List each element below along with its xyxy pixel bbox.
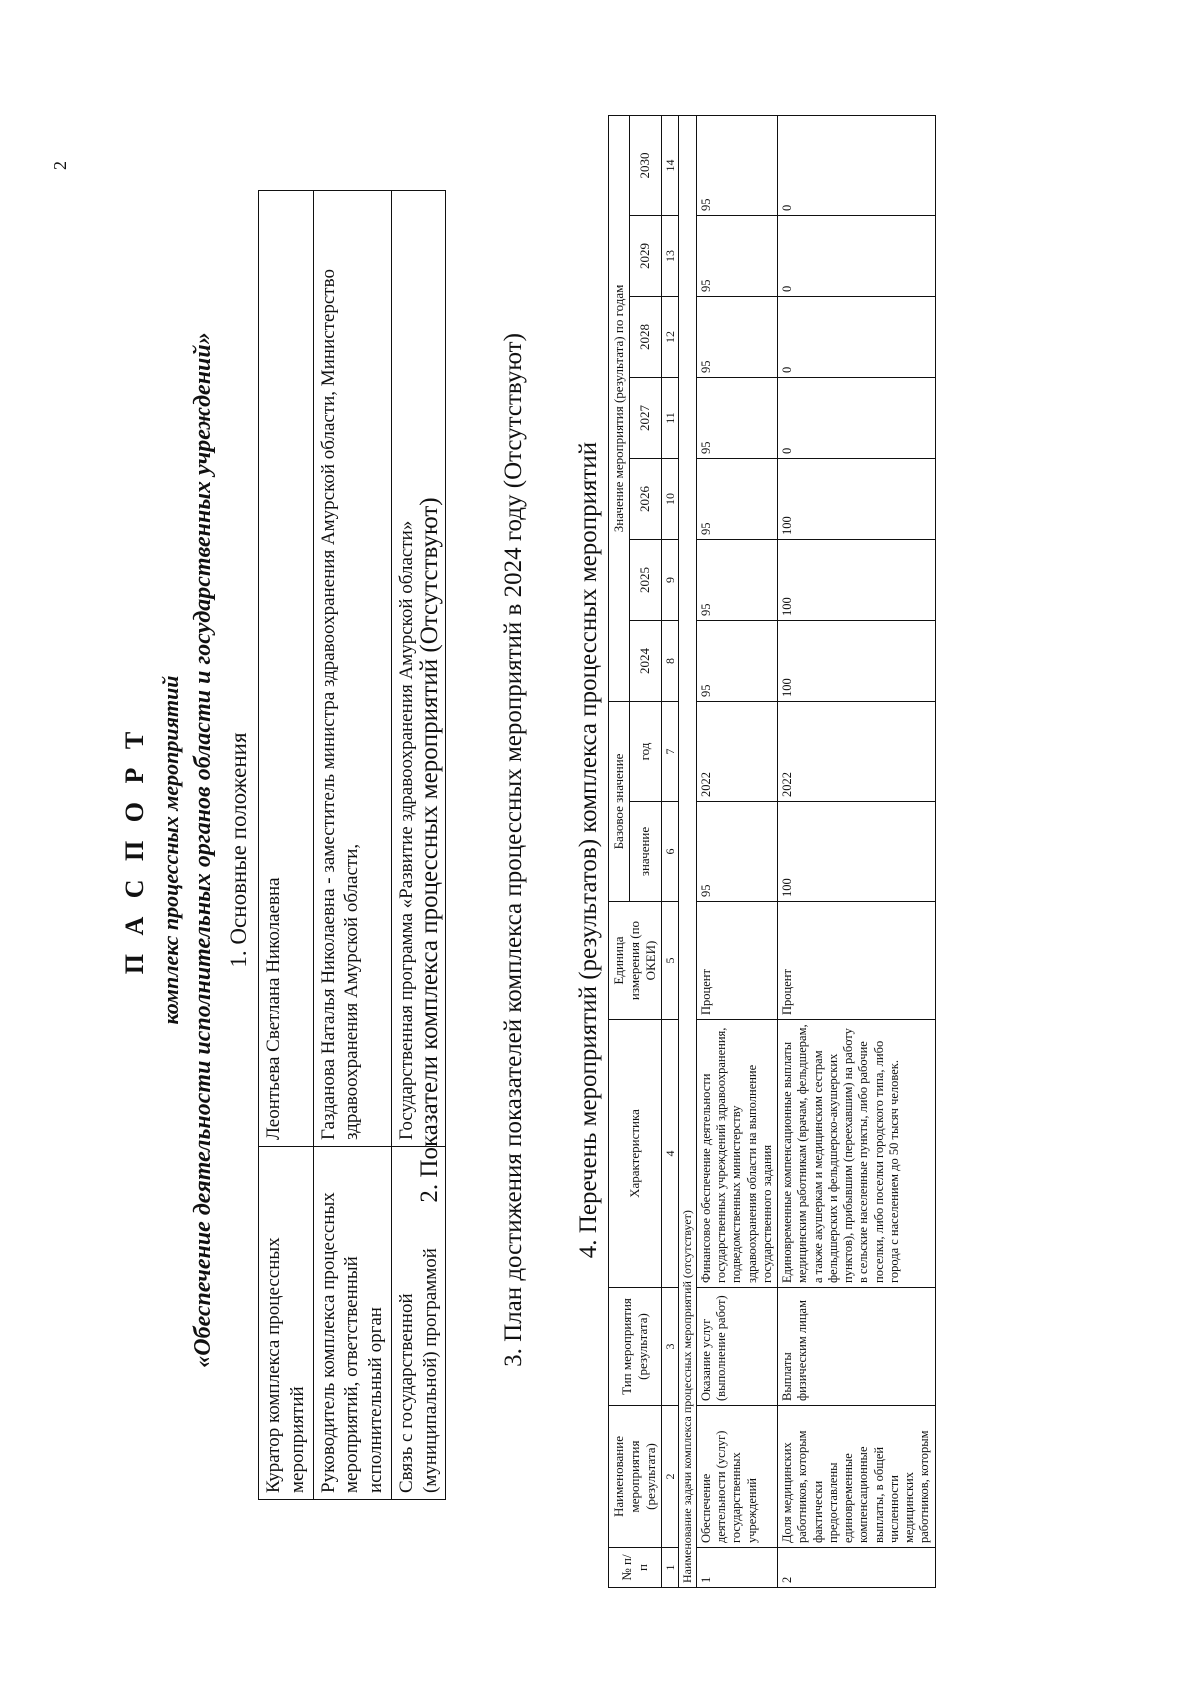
header-unit: Единица измерения (по ОКЕИ) — [609, 902, 662, 1020]
column-number: 8 — [661, 620, 679, 701]
column-number: 11 — [661, 377, 679, 458]
header-year: 2027 — [629, 377, 661, 458]
column-number: 10 — [661, 458, 679, 539]
row-unit: Процент — [696, 902, 777, 1020]
column-number: 14 — [661, 115, 679, 215]
row-value: Леонтьева Светлана Николаевна — [259, 191, 314, 1147]
header-no: № п/п — [609, 1548, 662, 1588]
row-type: Выплаты физическим лицам — [778, 1288, 936, 1406]
header-base: Базовое значение — [609, 701, 630, 901]
header-base-year: год — [629, 701, 661, 801]
row-base-value: 95 — [696, 802, 777, 902]
table-row — [778, 115, 936, 1587]
section2-heading: 2. Показатели комплекса процессных мероприятий (Отсутствуют) — [416, 497, 443, 1203]
column-number-row — [661, 115, 679, 1587]
header-by-years: Значение мероприятия (результата) по годам — [609, 115, 630, 701]
row-value-2026: 95 — [696, 458, 777, 539]
row-no: 2 — [778, 1548, 936, 1588]
row-no: 1 — [696, 1548, 777, 1588]
row-unit: Процент — [778, 902, 936, 1020]
row-base-year: 2022 — [778, 701, 936, 801]
row-value-2024: 100 — [778, 620, 936, 701]
header-year: 2028 — [629, 296, 661, 377]
row-value: Государственная программа «Развитие здравоохранения Амурской области» — [391, 191, 446, 1147]
task-row — [679, 115, 697, 1587]
column-number: 4 — [661, 1020, 679, 1288]
column-number: 2 — [661, 1406, 679, 1548]
header-name: Наименование мероприятия (результата) — [609, 1406, 662, 1548]
row-value-2027: 0 — [778, 377, 936, 458]
header-year: 2029 — [629, 215, 661, 296]
row-label: Связь с государственной (муниципальной) программой — [391, 1147, 446, 1500]
row-value-2029: 95 — [696, 215, 777, 296]
row-name: Доля медицинских работников, которым фактически предоставлены единовременные компенсационные выплаты, в общей численности медицинских работников, которым — [778, 1406, 936, 1548]
row-value-2029: 0 — [778, 215, 936, 296]
row-value: Газданова Наталья Николаевна - заместитель министра здравоохранения Амурской области, Министерство здравоохранения Амурской области, — [313, 191, 391, 1147]
column-number: 1 — [661, 1548, 679, 1588]
row-value-2030: 95 — [696, 115, 777, 215]
column-number: 12 — [661, 296, 679, 377]
row-base-value: 100 — [778, 802, 936, 902]
header-year: 2030 — [629, 115, 661, 215]
events-table — [608, 115, 936, 1588]
column-number: 13 — [661, 215, 679, 296]
row-base-year: 2022 — [696, 701, 777, 801]
column-number: 9 — [661, 539, 679, 620]
row-name: Обеспечение деятельности (услуг) государственных учреждений — [696, 1406, 777, 1548]
row-label: Куратор комплекса процессных мероприятий — [259, 1147, 314, 1500]
column-number: 6 — [661, 802, 679, 902]
section3-heading: 3. План достижения показателей комплекса процессных мероприятий в 2024 году (Отсутствуют) — [500, 333, 527, 1367]
row-characteristic: Финансовое обеспечение деятельности государственных учреждений здравоохранения, подведомственных министерству здравоохранения области на выполнение государственного задания — [696, 1020, 777, 1288]
header-year: 2024 — [629, 620, 661, 701]
section1-heading: 1. Основные положения — [226, 732, 251, 968]
row-characteristic: Единовременные компенсационные выплаты медицинским работникам (врачам, фельдшерам, а также акушеркам и медицинским сестрам фельдшерских и фельдшерско-акушерских пунктов), прибывшим (переехавшим) на работу в сельские населенные пункты, либо рабочие поселки, либо поселки городского типа, либо города с населением до 50 тысяч человек. — [778, 1020, 936, 1288]
table-row — [313, 191, 391, 1500]
page-number: 2 — [50, 161, 70, 170]
header-year: 2026 — [629, 458, 661, 539]
row-label: Руководитель комплекса процессных мероприятий, ответственный исполнительный орган — [313, 1147, 391, 1500]
header-year: 2025 — [629, 539, 661, 620]
row-type: Оказание услуг (выполнение работ) — [696, 1288, 777, 1406]
header-characteristic: Характеристика — [609, 1020, 662, 1288]
table-row — [696, 115, 777, 1587]
row-value-2028: 95 — [696, 296, 777, 377]
row-value-2025: 95 — [696, 539, 777, 620]
column-number: 3 — [661, 1288, 679, 1406]
task-name: Наименование задачи комплекса процессных мероприятий (отсутствует) — [679, 115, 697, 1587]
header-row — [609, 115, 630, 1587]
section4-heading: 4. Перечень мероприятий (результатов) комплекса процессных мероприятий — [575, 441, 602, 1259]
rotated-page — [40, 50, 1160, 1650]
table-row — [259, 191, 314, 1500]
column-number: 7 — [661, 701, 679, 801]
complex-name: «Обеспечение деятельности исполнительных органов области и государственных учреждений» — [190, 332, 216, 1368]
row-value-2027: 95 — [696, 377, 777, 458]
header-base-value: значение — [629, 802, 661, 902]
column-number: 5 — [661, 902, 679, 1020]
row-value-2026: 100 — [778, 458, 936, 539]
row-value-2025: 100 — [778, 539, 936, 620]
row-value-2028: 0 — [778, 296, 936, 377]
header-type: Тип мероприятия (результата) — [609, 1288, 662, 1406]
document-title: П А С П О Р Т — [120, 725, 149, 975]
row-value-2024: 95 — [696, 620, 777, 701]
row-value-2030: 0 — [778, 115, 936, 215]
document-subtitle: комплекс процессных мероприятий — [158, 675, 183, 1025]
